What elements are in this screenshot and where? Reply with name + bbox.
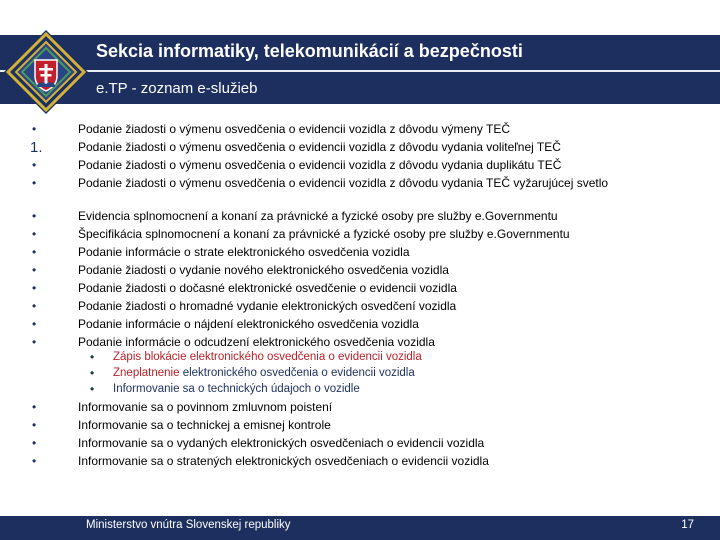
list-item: Špecifikácia splnomocnení a konaní za právnické a fyzické osoby pre služby e.Governmentu [78,227,570,241]
list-item: Podanie žiadosti o výmenu osvedčenia o evidencii vozidla z dôvodu výmeny TEČ [78,122,511,136]
list-item: Informovanie sa o technickej a emisnej kontrole [78,418,331,432]
list-item: Podanie žiadosti o hromadné vydanie elektronických osvedčení vozidla [78,299,457,313]
list-item: Informovanie sa o povinnom zmluvnom poistení [78,400,333,414]
highlight-text: Zneplatnenie [113,367,180,379]
list-bullet: • [32,317,37,331]
list-bullet: • [32,158,37,172]
sublist-bullet: • [90,366,95,380]
list-item: Informovanie sa o vydaných elektronických osvedčeniach o evidencii vozidla [78,436,485,450]
footer-text: Ministerstvo vnútra Slovenskej republiky [86,519,291,531]
list-item: Podanie žiadosti o výmenu osvedčenia o evidencii vozidla z dôvodu vydania voliteľnej TEČ [78,140,561,154]
page-number: 17 [681,519,694,531]
header-subtitle: e.TP - zoznam e-služieb [96,80,258,97]
list-bullet: • [32,436,37,450]
list-item: Informovanie sa o stratených elektronických osvedčeniach o evidencii vozidla [78,454,489,468]
list-bullet: • [32,209,37,223]
list-item: Podanie informácie o nájdení elektronického osvedčenia vozidla [78,317,419,331]
sublist-item: Zápis blokácie elektronického osvedčenia o evidencii vozidla [113,351,422,363]
list-bullet: • [32,122,37,136]
list-bullet: • [32,281,37,295]
list-item: Podanie žiadosti o výmenu osvedčenia o evidencii vozidla z dôvodu vydania duplikátu TEČ [78,158,562,172]
sublist-item: Zneplatnenie elektronického osvedčenia o evidencii vozidla [113,367,415,379]
list-item: Podanie žiadosti o vydanie nového elektronického osvedčenia vozidla [78,263,449,277]
list-item: Evidencia splnomocnení a konaní za právnické a fyzické osoby pre služby e.Governmentu [78,209,558,223]
list-bullet: • [32,227,37,241]
list-bullet: • [32,245,37,259]
list-bullet: • [32,335,37,349]
list-item: Podanie žiadosti o dočasné elektronické osvedčenie o evidencii vozidla [78,281,457,295]
list-bullet: • [32,454,37,468]
sublist-item: Informovanie sa o technických údajoch o vozidle [113,383,360,395]
list-bullet: • [32,299,37,313]
list-item: Podanie informácie o odcudzení elektronického osvedčenia vozidla [78,335,435,349]
list-bullet: • [32,400,37,414]
sublist-bullet: • [90,382,95,396]
list-bullet: • [32,418,37,432]
list-bullet: • [32,176,37,190]
list-bullet: 1. [30,139,43,156]
list-bullet: • [32,263,37,277]
ministry-emblem-icon [2,28,90,116]
header-title: Sekcia informatiky, telekomunikácií a bezpečnosti [96,41,523,61]
list-item: Podanie žiadosti o výmenu osvedčenia o evidencii vozidla z dôvodu vydania TEČ vyžarujúcej svetlo [78,176,609,190]
sublist-bullet: • [90,350,95,364]
list-item: Podanie informácie o strate elektronického osvedčenia vozidla [78,245,410,259]
